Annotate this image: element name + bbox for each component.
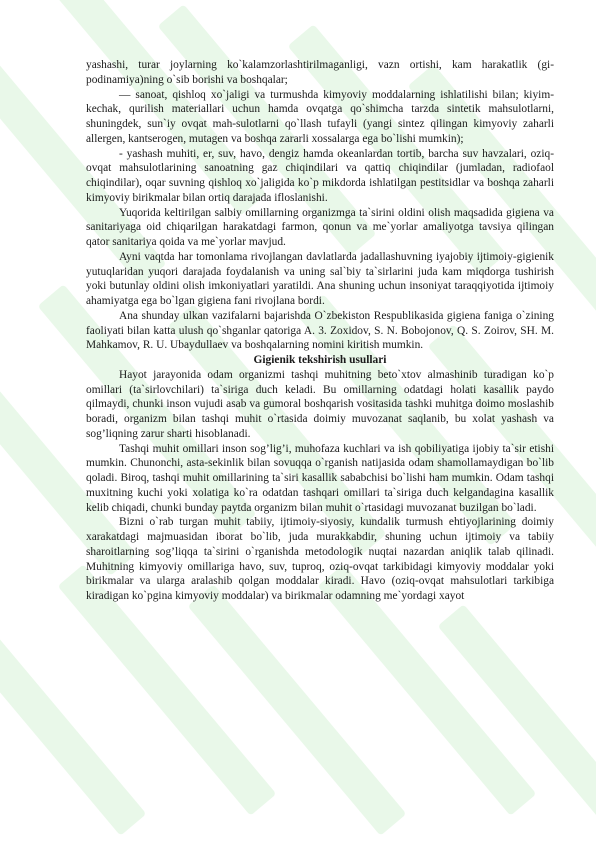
paragraph: yashashi, turar joylarning ko`kalamzorlashtirilmaganligi, vazn ortishi, kam harakatlik (gi-podinamiya)ning o`sib borishi va boshqalar; <box>86 59 554 86</box>
paragraph: - yashash muhiti, er, suv, havo, dengiz hamda okeanlardan tortib, barcha suv havzalari, oziq-ovqat mahsulotlarining sanoatning gaz chiqindilari va qattiq chiqindilar (jumladan, radiofaol chiqindilar), oqar suvning qishloq xo`jaligida ko`p mikdorda ishlatilgan pestitsidlar va boshqa zaharli kimyoviy birikmalar bilan ortiq darajada ifloslanishi. <box>86 147 554 204</box>
paragraph: Hayot jarayonida odam organizmi tashqi muhitning beto`xtov almashinib turadigan ko`p omillari (ta`sirlovchilari) ta`siriga duch keladi. Bu omillarning odatdagi holati kasallik paydo qilmaydi, chunki inson vujudi asab va gumoral boshqarish vositasida tashki muhitga doimo moslashib boradi, organizm bilan tashqi muhit o`rtasida doimiy muvozanat saqlanib, bu xolat yashash va sog’liqning zarur sharti hisoblanadi. <box>86 368 554 440</box>
paragraph: Ayni vaqtda har tomonlama rivojlangan davlatlarda jadallashuvning iyajobiy ijtimoiy-gigienik yutuqlaridan yuqori darajada foydalanish va uning sal`biy ta`sirlarini juda kam miqdorga tushirish yoki butunlay oldini olish imkoniyatlari yaratildi. Ana shuning uchun insoniyat taraqqiyotida ijtimoiy ahamiyatga ega bo`lgan gigiena fani rivojlana bordi. <box>86 250 554 307</box>
paragraph: Ana shunday ulkan vazifalarni bajarishda O`zbekiston Respublikasida gigiena faniga o`zining faoliyati bilan katta ulush qo`shganlar qatoriga A. 3. Zoxidov, S. N. Bobojonov, Q. S. Zoirov, SH. M. Mahkamov, R. U. Ubaydullaev va boshqalarning nomini kiritish mumkin. <box>86 309 554 352</box>
paragraph: Bizni o`rab turgan muhit tabiiy, ijtimoiy-siyosiy, kundalik turmush ehtiyojlarining doimiy xarakatdagi majmuasidan iborat bo`lib, juda murakkabdir, shuning uchun ijtimoiy va tabiiy sharoitlarning sog’liqqa ta`sirini o`rganishda metodologik nuqtai nazardan aniqlik talab qilinadi. Muhitning kimyoviy omillariga havo, suv, tuproq, oziq-ovqat tarkibidagi kimyoviy moddalar yoki birikmalar va ularga aralashib qolgan moddalar kiradi. Havo (oziq-ovqat mahsulotlari tarkibiga kiradigan ko`pgina kimyoviy moddalar) va birikmalar odamning me`yordagi xayot <box>86 516 554 602</box>
paragraph: Yuqorida keltirilgan salbiy omillarning organizmga ta`sirini oldini olish maqsadida gigiena va sanitariyaga oid chiqarilgan harakatdagi farmon, qonun va me`yorlar amaliyotga tavsiya qilingan qator sanitariya qoida va me`yorlar mavjud. <box>86 206 554 248</box>
paragraph: — sanoat, qishloq xo`jaligi va turmushda kimyoviy moddalarning ishlatilishi bilan; kiyim-kechak, qurilish materiallari uchun hamda ovqatga qo`shimcha tarzda sintetik mahsulotlarni, shuningdek, sun`iy ovqat mah-sulotlarni qo`llash tufayli (yangi sintez qilingan kimyoviy zaharli allergen, kantserogen, mutagen va boshqa zararli xossalarga ega bo`lishi mumkin); <box>86 88 554 145</box>
paragraph: Tashqi muhit omillari inson sog’lig’i, muhofaza kuchlari va ish qobiliyatiga ijobiy ta`sir etishi mumkin. Chunonchi, asta-sekinlik bilan sovuqqa o`rganish natijasida odam shamollamaydigan bo`lib qoladi. Biroq, tashqi muhit omillarining ta`siri kasallik sababchisi bo`lishi ham mumkin. Odam tashqi muxitning kuchi yoki xolatiga ko`ra odatdan tashqari omillari ta`siriga duch kelgandagina kasallik kelib chiqadi, chunki bunday paytda organizm bilan muhit o`rtasidagi muvozanat buzilgan bo`ladi. <box>86 442 554 514</box>
document-page <box>86 58 554 604</box>
section-heading: Gigienik tekshirish usullari <box>253 354 387 366</box>
